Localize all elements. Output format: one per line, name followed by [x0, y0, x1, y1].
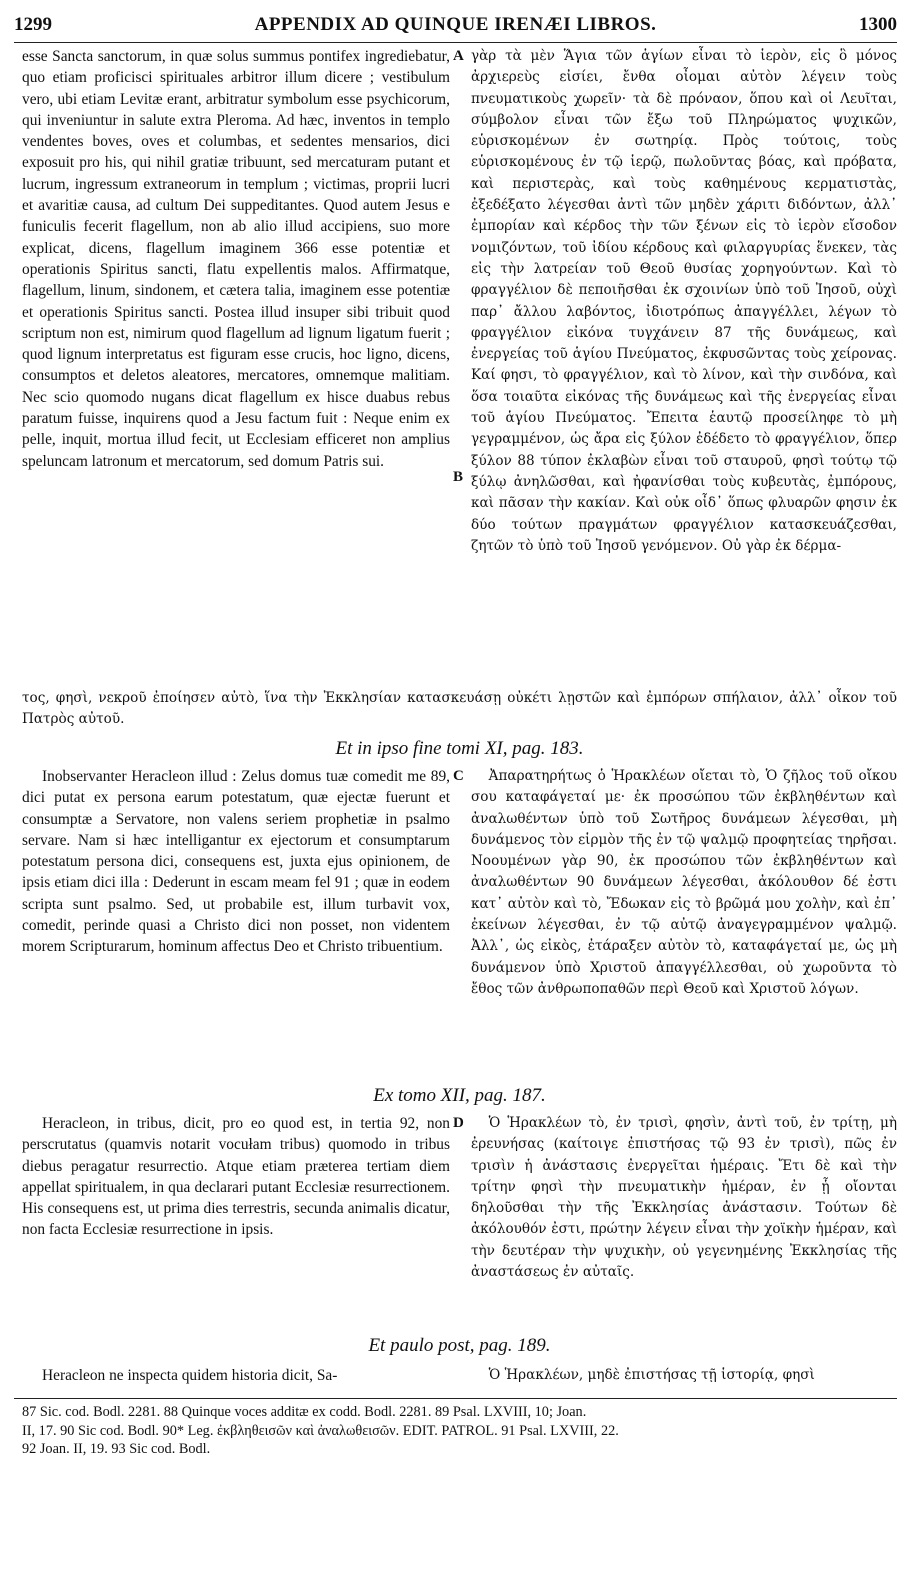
footnote-rule	[14, 1398, 897, 1399]
greek-column-4	[471, 1365, 897, 1386]
column-marker-d: D	[453, 1115, 464, 1131]
column-marker-c: C	[453, 768, 464, 784]
running-title: APPENDIX AD QUINQUE IRENÆI LIBROS.	[254, 14, 657, 35]
greek-paragraph: Ὁ Ἡρακλέων, μηδὲ ἐπιστήσας τῇ ἱστορίᾳ, φησὶ	[488, 1367, 815, 1383]
greek-paragraph: Ἀπαρατηρήτως ὁ Ἡρακλέων οἴεται τὸ, Ὁ ζῆλος τοῦ οἴκου σου καταφάγεταί με· ἐκ προσώπου τῶν ἐκβληθέντων καὶ ἀναλωθέντων ὑπὸ τοῦ Σωτῆρος δυνάμεων λέγεσθαι, μὴ δυνάμενος τὸν εἱρμὸν τῆς ἐν τῷ ψαλμῷ προφητείας τηρῆσαι. Νοουμένων γὰρ 90, ἐκ προσώπου τῶν ἐκβληθέντων καὶ ἀναλωθέντων 90 δυνάμεων λέγεσθαι, ἀκόλουθον δέ ἐστι κατ᾽ αὐτὸν καὶ τὸ, Ἔδωκαν εἰς τὸ βρῶμά μου χολὴν, καὶ ἐπ᾽ ἐκείνων λέγεσθαι, ἐν τῷ αὐτῷ ἀναγεγραμμένον ψαλμῷ. Ἀλλ᾽, ὡς εἰκὸς, ἐτάραξεν αὐτὸν τὸ, καταφάγεταί με, ὡς μὴ δυνάμενον ὑπὸ Χριστοῦ ἀπαγγέλλεσθαι, οὐ χωροῦντα τὸ ἔθος τῶν ἀνθρωποπαθῶν περὶ Θεοῦ καὶ Χριστοῦ λόγων.	[471, 768, 897, 997]
latin-paragraph: esse Sancta sanctorum, in quæ solus summus pontifex ingrediebatur, quo etiam proficisci spirituales arbitror illum dicere ; vestibulum vero, ubi etiam Levitæ erant, arbitratur symbolum esse psychicorum, qui inveniuntur in salute extra Pleroma. Ad hæc, inventos in templo vendentes boves, oves et columbas, et sedentes mensarios, dici exposuit pro his, qui nihil gratiæ tribuunt, sed mercaturam putant et lucrum, ingressum extraneorum in templum ; victimas, proprii lucri et avaritiæ causa, ad cultum Dei suppeditantes. Quod autem Jesus e funiculis fecerit flagellum, non ab alio illud accipiens, suo more explicat, dicens, flagellum imaginem 366 esse potentiæ et operationis Spiritus sancti, flatu expellentis malos. Affirmatque, flagellum, linum, sindonem, et cætera talia, imaginem esse potentiæ et operationis Spiritus sancti. Postea illud insuper sibi tribuit quod scriptum non est, nimirum quod flagellum ad lignum ligatum fuerit ; quod lignum interpretatus est figuram esse crucis, hoc ligno, dicens, consumptos et deletos aleatores, mercatores, omnemque malitiam. Nec scio quomodo nugans dicat flagellum ex hisce duabus rebus paratum fuisse, inquirens quod a Jesu factum fuit : Neque enim ex pelle, inquit, mortua illud fecit, ut Ecclesiam efficeret non amplius speluncam latronum et mercatorum, sed domum Patris sui.	[22, 48, 450, 470]
running-header	[14, 14, 897, 38]
column-marker-a: A	[453, 48, 464, 64]
greek-column-1	[471, 46, 897, 557]
latin-column-3	[22, 1113, 450, 1241]
latin-paragraph: Inobservanter Heracleon illud : Zelus domus tuæ comedit me 89, dici putat ex persona earum potestatum, quæ ejectæ fuerunt et consumptæ a Servatore, non valens seriem prophetiæ in psalmo servare. Nam si hæc intelligantur ex ejectorum et consumptarum potestatum persona dici, consequens est, juxta ejus opinionem, de ipsis etiam dici illa : Dederunt in escam meam fel 91 ; quæ in eodem scripta sunt psalmo. Sed, ut probabile est, illum turbavit vox, comedit, perinde quasi a Christo dici non posset, non videntem morem Scripturarum, hominum affectus Deo et Christo tribuentium.	[22, 768, 450, 956]
greek-paragraph: Ὁ Ἡρακλέων τὸ, ἐν τρισὶ, φησὶν, ἀντὶ τοῦ, ἐν τρίτῃ, μὴ ἐρευνήσας (καίτοιγε ἐπιστήσας τῷ 93 ἐν τρισὶ), πῶς ἐν τρισὶν ἡ ἀνάστασις ἐνεργεῖται ἡμέραις. Ἔτι δὲ καὶ τὴν τρίτην φησὶ τὴν πνευματικὴν ἡμέραν, ἐν ᾗ οἴονται δηλοῦσθαι τὴν τῆς Ἐκκλησίας ἀνάστασιν. Τούτων δὲ ἀκόλουθόν ἐστι, πρώτην λέγειν εἶναι τὴν χοϊκὴν ἡμέραν, καὶ τὴν δευτέραν τὴν ψυχικὴν, οὐ γεγενημένης Ἐκκλησίας τῆς ἀναστάσεως ἐν αὐταῖς.	[471, 1115, 897, 1281]
header-rule	[14, 42, 897, 43]
section-heading-tomo-xii: Ex tomo XII, pag. 187.	[373, 1085, 546, 1106]
section-heading-paulo-post: Et paulo post, pag. 189.	[368, 1335, 551, 1356]
greek-column-3	[471, 1113, 897, 1283]
page-number-right: 1300	[859, 14, 897, 35]
greek-paragraph: γὰρ τὰ μὲν Ἅγια τῶν ἁγίων εἶναι τὸ ἱερὸν, εἰς ὃ μόνος ἀρχιερεὺς εἰσίει, ἔνθα οἶομαι αὐτὸν λέγειν τοὺς πνευματικοὺς χωρεῖν· τὰ δὲ πρόναον, ὅπου καὶ οἱ Λευῖται, σύμβολον εἶναι τῶν ἔξω τοῦ Πληρώματος ψυχικῶν, εὑρισκομένων ἐν σωτηρίᾳ. Πρὸς τούτοις, τοὺς εὑρισκομένους ἐν τῷ ἱερῷ, πωλοῦντας βόας, καὶ πρόβατα, καὶ περιστερὰς, καὶ τοὺς καθημένους κερματιστὰς, ἐξεδέξατο λέγεσθαι ἀντὶ τῶν μηδὲν χάριτι διδόντων, ἀλλ᾽ ἐμπορίαν καὶ κέρδος τὴν τῶν ξένων εἰς τὸ ἱερὸν εἴσοδον νομιζόντων, τοῦ ἰδίου κέρδους καὶ φιλαργυρίας ἕνεκεν, τὰς εἰς τὴν λατρείαν τοῦ Θεοῦ θυσίας χορηγούντων. Καὶ τὸ φραγγέλιον δὲ πεποιῆσθαι ἐκ σχοινίων ὑπὸ τοῦ Ἰησοῦ, οὐχὶ παρ᾽ ἄλλου λαβόντος, ἰδιοτρόπως ἀπαγγέλλει, λέγων τὸ φραγγέλιον εἰκόνα τυγχάνειν 87 τῆς δυνάμεως, καὶ ἐνεργείας τοῦ ἁγίου Πνεύματος, ἐκφυσῶντας τοὺς χείρονας. Καί φησι, τὸ φραγγέλιον, καὶ τὸ λίνον, καὶ τὴν σινδόνα, καὶ ὅσα τοιαῦτα εἰκόνας τῆς δυνάμεως καὶ τῆς ἐνεργείας εἶναι τοῦ ἁγίου Πνεύματος. Ἔπειτα ἑαυτῷ προσείληφε τὸ μὴ γεγραμμένον, ὡς ἄρα εἰς ξύλον ἐδέδετο τὸ φραγγέλιον, ὅπερ ξύλον 88 τύπον ἐκλαβὼν εἶναι τοῦ σταυροῦ, φησὶ τούτῳ τῷ ξύλῳ ἀνηλῶσθαι, καὶ ἠφανίσθαι τοὺς κυβευτὰς, ἐμπόρους, καὶ πᾶσαν τὴν κακίαν. Καὶ οὐκ οἶδ᾽ ὅπως φλυαρῶν φησιν ἐκ δύο τούτων πραγμάτων φραγγέλιον κατασκευάζεσθαι, ζητῶν τὸ ὑπὸ τοῦ Ἰησοῦ γενόμενον. Οὐ γὰρ ἐκ δέρμα-	[471, 48, 897, 554]
greek-column-2	[471, 766, 897, 1000]
footnotes	[22, 1403, 897, 1459]
footnote-line: II, 17. 90 Sic cod. Bodl. 90* Leg. ἐκβληθεισῶν καὶ ἀναλωθεισῶν. EDIT. PATROL. 91 Psal. LXVIII, 22.	[22, 1422, 619, 1439]
section-heading-tomi-xi: Et in ipso fine tomi XI, pag. 183.	[335, 738, 584, 759]
latin-column-4	[22, 1365, 450, 1386]
latin-paragraph: Heracleon, in tribus, dicit, pro eo quod est, in tertia 92, non perscrutatus (quamvis notarit vocułam tribus) quomodo in tribus diebus peragatur resurrectio. Atque etiam præterea tertiam diem appellat spiritualem, in qua declarari putant Ecclesiæ resurrectionem. His consequens est, ut prima dies terrestris, secunda animalis dicatur, non facta Ecclesiæ resurrectione in ipsis.	[22, 1115, 450, 1239]
greek-continuation: τος, φησὶ, νεκροῦ ἐποίησεν αὐτὸ, ἵνα τὴν Ἐκκλησίαν κατασκευάσῃ οὐκέτι λῃστῶν καὶ ἐμπόρων σπήλαιον, ἀλλ᾽ οἶκον τοῦ Πατρὸς αὐτοῦ.	[22, 690, 897, 728]
page-number-left: 1299	[14, 14, 52, 35]
footnote-line: 87 Sic. cod. Bodl. 2281. 88 Quinque voces additæ ex codd. Bodl. 2281. 89 Psal. LXVIII, 10; Joan.	[22, 1404, 587, 1420]
latin-column-1	[22, 46, 450, 472]
latin-column-2	[22, 766, 450, 958]
column-marker-b: B	[453, 469, 464, 485]
footnote-line: 92 Joan. II, 19. 93 Sic cod. Bodl.	[22, 1441, 211, 1457]
latin-paragraph: Heracleon ne inspecta quidem historia dicit, Sa-	[42, 1367, 338, 1384]
